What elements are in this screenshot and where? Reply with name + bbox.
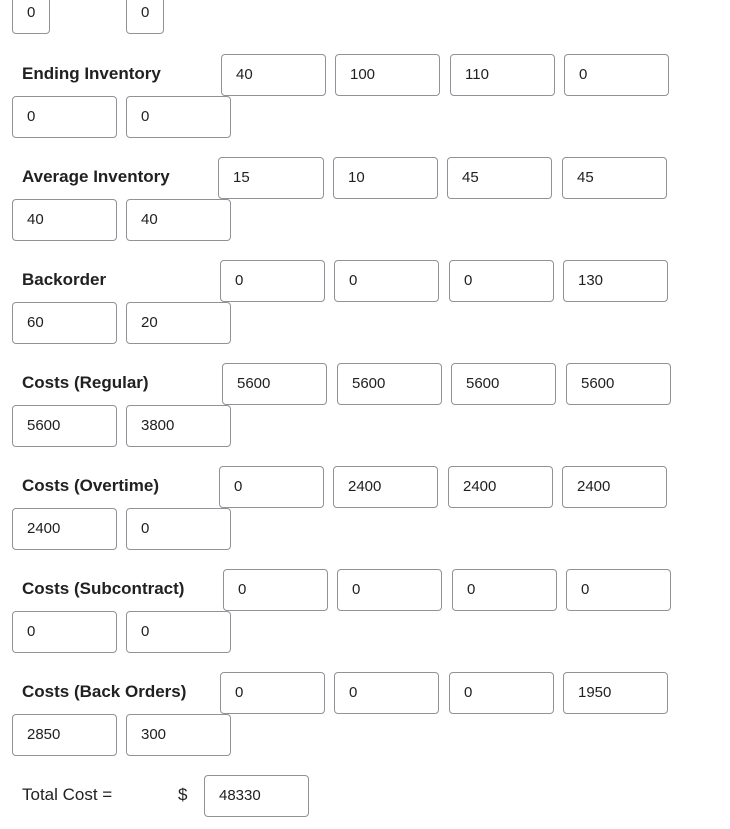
costs-overtime-label: Costs (Overtime) <box>22 476 159 495</box>
total-cost-field[interactable]: 48330 <box>204 775 309 817</box>
costs-regular-cell-4[interactable]: 5600 <box>566 363 671 405</box>
total-cost-label: Total Cost = <box>22 785 113 804</box>
costs-regular-cell-5[interactable]: 5600 <box>12 405 117 447</box>
costs-regular-label: Costs (Regular) <box>22 373 149 392</box>
costs-overtime-cell-1[interactable]: 0 <box>219 466 324 508</box>
ending-inventory-label: Ending Inventory <box>22 64 161 83</box>
backorder-cell-2[interactable]: 0 <box>334 260 439 302</box>
average-inventory-cell-2[interactable]: 10 <box>333 157 438 199</box>
average-inventory-cell-1[interactable]: 15 <box>218 157 324 199</box>
backorder-cell-5[interactable]: 60 <box>12 302 117 344</box>
ending-inventory-cell-3[interactable]: 110 <box>450 54 555 96</box>
ending-inventory-cell-5[interactable]: 0 <box>12 96 117 138</box>
currency-symbol: $ <box>178 785 188 804</box>
partial-row-cell-6[interactable]: 0 <box>126 0 164 34</box>
backorder-cell-1[interactable]: 0 <box>220 260 325 302</box>
costs-subcontract-cell-2[interactable]: 0 <box>337 569 442 611</box>
partial-row-cell-5[interactable]: 0 <box>12 0 50 34</box>
backorder-cell-6[interactable]: 20 <box>126 302 231 344</box>
ending-inventory-cell-1[interactable]: 40 <box>221 54 326 96</box>
costs-back-orders-cell-3[interactable]: 0 <box>449 672 554 714</box>
average-inventory-cell-3[interactable]: 45 <box>447 157 552 199</box>
costs-back-orders-label: Costs (Back Orders) <box>22 682 187 701</box>
average-inventory-label: Average Inventory <box>22 167 170 186</box>
ending-inventory-cell-2[interactable]: 100 <box>335 54 440 96</box>
costs-subcontract-label: Costs (Subcontract) <box>22 579 185 598</box>
average-inventory-cell-4[interactable]: 45 <box>562 157 667 199</box>
costs-subcontract-cell-4[interactable]: 0 <box>566 569 671 611</box>
costs-subcontract-cell-6[interactable]: 0 <box>126 611 231 653</box>
costs-back-orders-cell-6[interactable]: 300 <box>126 714 231 756</box>
costs-regular-cell-6[interactable]: 3800 <box>126 405 231 447</box>
backorder-cell-4[interactable]: 130 <box>563 260 668 302</box>
costs-regular-cell-3[interactable]: 5600 <box>451 363 556 405</box>
ending-inventory-cell-4[interactable]: 0 <box>564 54 669 96</box>
costs-subcontract-cell-3[interactable]: 0 <box>452 569 557 611</box>
backorder-label: Backorder <box>22 270 107 289</box>
costs-overtime-cell-4[interactable]: 2400 <box>562 466 667 508</box>
costs-overtime-cell-2[interactable]: 2400 <box>333 466 438 508</box>
costs-subcontract-cell-1[interactable]: 0 <box>223 569 328 611</box>
average-inventory-cell-6[interactable]: 40 <box>126 199 231 241</box>
costs-back-orders-cell-2[interactable]: 0 <box>334 672 439 714</box>
costs-regular-cell-2[interactable]: 5600 <box>337 363 442 405</box>
average-inventory-cell-5[interactable]: 40 <box>12 199 117 241</box>
costs-back-orders-cell-1[interactable]: 0 <box>220 672 325 714</box>
costs-back-orders-cell-5[interactable]: 2850 <box>12 714 117 756</box>
costs-overtime-cell-5[interactable]: 2400 <box>12 508 117 550</box>
costs-subcontract-cell-5[interactable]: 0 <box>12 611 117 653</box>
costs-overtime-cell-6[interactable]: 0 <box>126 508 231 550</box>
costs-overtime-cell-3[interactable]: 2400 <box>448 466 553 508</box>
backorder-cell-3[interactable]: 0 <box>449 260 554 302</box>
costs-regular-cell-1[interactable]: 5600 <box>222 363 327 405</box>
ending-inventory-cell-6[interactable]: 0 <box>126 96 231 138</box>
costs-back-orders-cell-4[interactable]: 1950 <box>563 672 668 714</box>
